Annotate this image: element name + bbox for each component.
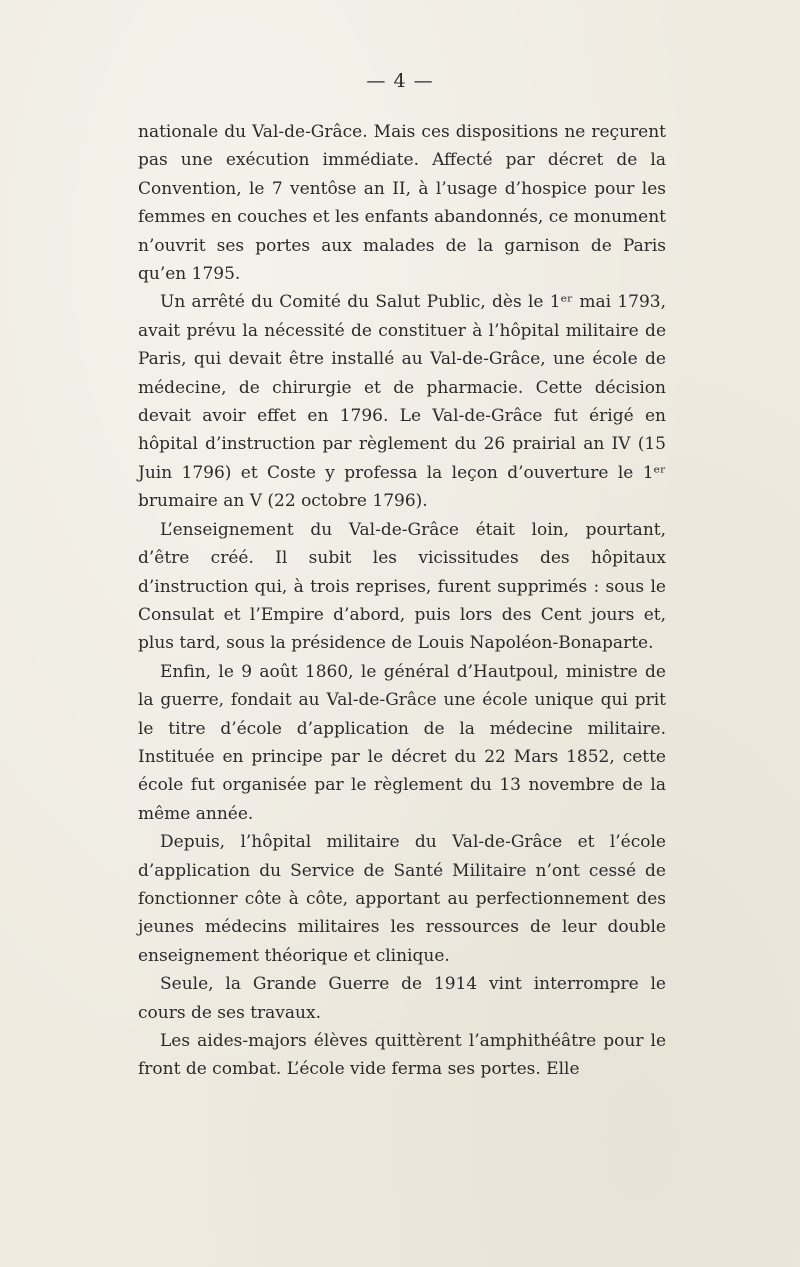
paragraph: L’enseignement du Val-de-Grâce était loin, pourtant, d’être créé. Il subit les vicissitudes des hôpitaux d’instruction qui, à trois reprises, furent supprimés : sous le Consulat et l’Empire d’abord, puis lors des Cent jours et, plus tard, sous la présidence de Louis Napoléon-Bonaparte. [138,519,666,654]
paragraph: Seule, la Grande Guerre de 1914 vint interrompre le cours de ses travaux. [138,974,666,1023]
page-number: — 4 — [366,70,434,92]
paragraph: Depuis, l’hôpital militaire du Val-de-Grâce et l’école d’application du Service de Santé Militaire n’ont cessé de fonctionner côte à côte, apportant au perfectionnement des jeunes médecins militaires les ressources de leur double enseignement théorique et clinique. [138,832,666,966]
paragraph: nationale du Val-de-Grâce. Mais ces dispositions ne reçurent pas une exécution immédiate. Affecté par décret de la Convention, le 7 ventôse an II, à l’usage d’hospice pour les femmes en couches et les enfants abandonnés, ce monument n’ouvrit ses portes aux malades de la garnison de Paris qu’en 1795. [138,122,666,285]
body-text [138,118,666,1084]
paragraph: Les aides-majors élèves quittèrent l’amphithéâtre pour le front de combat. L’école vide ferma ses portes. Elle [138,1031,666,1080]
paragraph: Un arrêté du Comité du Salut Public, dès le 1ᵉʳ mai 1793, avait prévu la nécessité de constituer à l’hôpital militaire de Paris, qui devait être installé au Val-de-Grâce, une école de médecine, de chirurgie et de pharmacie. Cette décision devait avoir effet en 1796. Le Val-de-Grâce fut érigé en hôpital d’instruction par règlement du 26 prairial an IV (15 Juin 1796) et Coste y professa la leçon d’ouverture le 1ᵉʳ brumaire an V (22 octobre 1796). [138,292,666,512]
paragraph: Enfin, le 9 août 1860, le général d’Hautpoul, ministre de la guerre, fondait au Val-de-Grâce une école unique qui prit le titre d’école d’application de la médecine militaire. Instituée en principe par le décret du 22 Mars 1852, cette école fut organisée par le règlement du 13 novembre de la même année. [138,661,666,824]
